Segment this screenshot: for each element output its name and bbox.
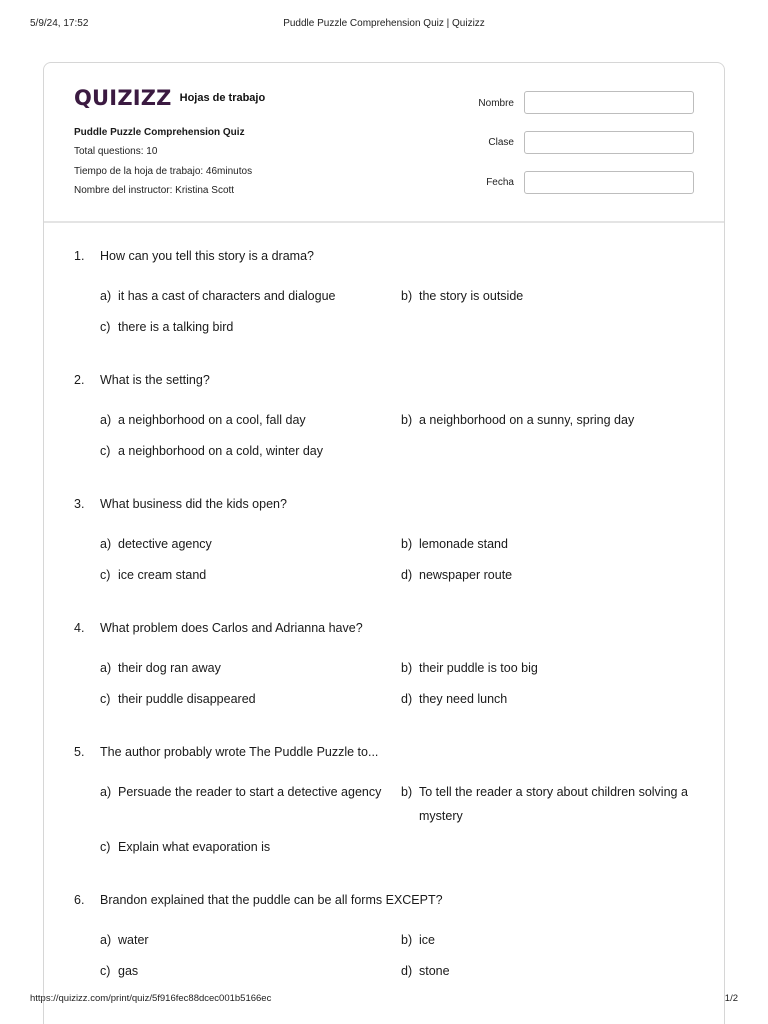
option-letter: a) [100,785,112,799]
option-letter: c) [100,692,111,706]
option-letter: c) [100,964,111,978]
option-text: the story is outside [419,289,524,303]
option-letter: d) [401,964,413,978]
option-b [401,928,701,952]
question-text: What is the setting? [100,373,210,387]
option-text: ice [419,933,435,947]
option-d [401,959,701,983]
question-text: The author probably wrote The Puddle Puzzle to... [100,745,379,759]
quizizz-logo: QUIZIZZ [74,86,172,110]
print-footer [0,993,768,1007]
option-text: it has a cast of characters and dialogue [118,289,336,303]
option-a [100,928,400,952]
instructor-name: Nombre del instructor: Kristina Scott [74,185,235,196]
question-number: 4. [74,621,85,635]
worksheet-time: Tiempo de la hoja de trabajo: 46minutos [74,166,253,177]
option-c [100,315,400,339]
option-text: Explain what evaporation is [118,840,271,854]
quiz-title: Puddle Puzzle Comprehension Quiz [74,127,245,138]
question-text: What problem does Carlos and Adrianna have? [100,621,363,635]
option-letter: c) [100,444,111,458]
worksheet [43,62,725,1024]
option-a [100,656,400,680]
option-b [401,408,701,432]
option-letter: c) [100,568,111,582]
question-number: 2. [74,373,85,387]
option-letter: b) [401,413,413,427]
worksheet-type-label: Hojas de trabajo [179,92,266,104]
question-number: 6. [74,893,85,907]
total-questions: Total questions: 10 [74,146,158,157]
option-a [100,284,400,308]
option-text: To tell the reader a story about children solving a mystery [419,785,688,823]
option-letter: b) [401,933,413,947]
question-text: Brandon explained that the puddle can be all forms EXCEPT? [100,893,443,907]
option-letter: c) [100,320,111,334]
option-text: they need lunch [419,692,508,706]
brand [74,85,265,111]
option-text: detective agency [118,537,212,551]
print-datetime: 5/9/24, 17:52 [30,18,89,29]
option-text: stone [419,964,450,978]
option-c [100,563,400,587]
option-letter: b) [401,661,413,675]
option-letter: a) [100,661,112,675]
print-page-title: Puddle Puzzle Comprehension Quiz | Quizizz [283,18,485,29]
option-d [401,687,701,711]
page-url: https://quizizz.com/print/quiz/5f916fec88dcec001b5166ec [30,993,272,1004]
option-c [100,439,400,463]
option-letter: a) [100,537,112,551]
option-text: ice cream stand [118,568,207,582]
option-b [401,780,691,828]
option-text: their puddle disappeared [118,692,256,706]
option-letter: a) [100,413,112,427]
option-text: a neighborhood on a cold, winter day [118,444,324,458]
option-c [100,959,400,983]
option-letter: c) [100,840,111,854]
option-c [100,687,400,711]
option-letter: b) [401,289,413,303]
option-a [100,780,400,804]
option-b [401,532,701,556]
option-b [401,656,701,680]
option-text: their puddle is too big [419,661,538,675]
worksheet-header [44,63,724,223]
class-label: Clase [488,137,514,148]
option-letter: d) [401,692,413,706]
option-d [401,563,701,587]
option-text: a neighborhood on a cool, fall day [118,413,306,427]
option-text: their dog ran away [118,661,221,675]
date-label: Fecha [486,177,514,188]
option-a [100,532,400,556]
name-field[interactable] [524,91,694,114]
question-number: 3. [74,497,85,511]
question-number: 1. [74,249,85,263]
option-text: gas [118,964,139,978]
date-field[interactable] [524,171,694,194]
option-letter: b) [401,537,413,551]
question-text: How can you tell this story is a drama? [100,249,314,263]
option-a [100,408,400,432]
option-c [100,835,400,859]
name-label: Nombre [478,98,514,109]
option-letter: b) [401,785,413,799]
question-text: What business did the kids open? [100,497,287,511]
class-field[interactable] [524,131,694,154]
option-letter: a) [100,289,112,303]
option-text: there is a talking bird [118,320,234,334]
page-number: 1/2 [724,993,738,1004]
option-text: lemonade stand [419,537,508,551]
option-b [401,284,701,308]
option-letter: a) [100,933,112,947]
option-letter: d) [401,568,413,582]
print-header [0,18,768,32]
option-text: water [118,933,149,947]
question-number: 5. [74,745,85,759]
option-text: Persuade the reader to start a detective agency [118,785,382,799]
option-text: newspaper route [419,568,513,582]
option-text: a neighborhood on a sunny, spring day [419,413,635,427]
